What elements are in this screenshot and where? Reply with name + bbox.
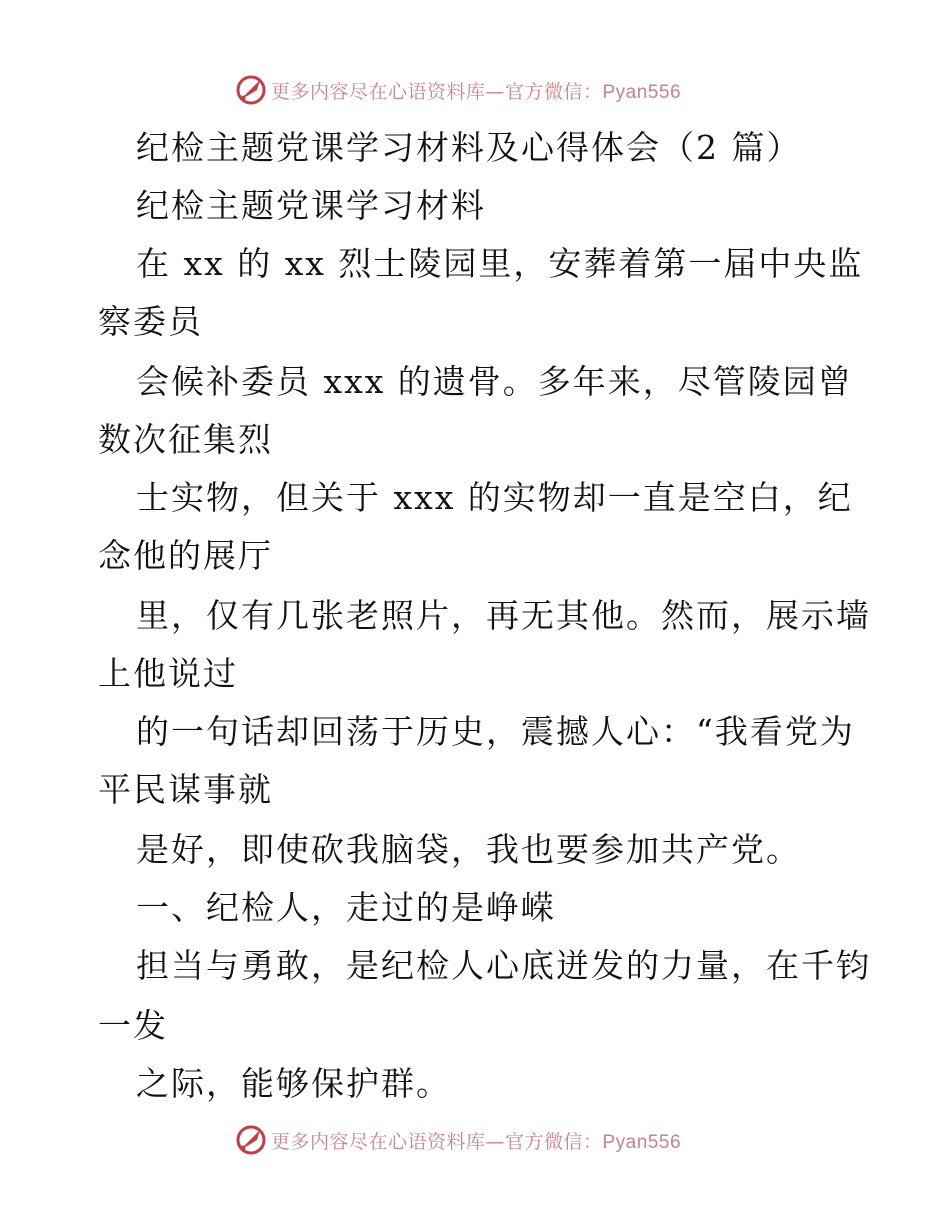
paragraph-line: 察委员 [98, 302, 203, 341]
paragraph-line: 平民谋事就 [98, 770, 273, 809]
paragraph-line: 里，仅有几张老照片，再无其他。然而，展示墙 [136, 596, 871, 635]
paragraph-line: 担当与勇敢，是纪检人心底迸发的力量，在千钧 [136, 946, 871, 985]
watermark-text: 更多内容尽在心语资料库—官方微信：Pyan556 [270, 80, 682, 103]
header-watermark [0, 70, 950, 110]
footer-watermark [0, 1120, 950, 1160]
document-title: 纪检主题党课学习材料及心得体会（2 篇） [136, 128, 802, 167]
section-heading: 纪检主题党课学习材料 [136, 186, 486, 225]
paragraph-line: 会候补委员 xxx 的遗骨。多年来，尽管陵园曾 [136, 362, 853, 401]
quill-logo-icon [233, 72, 269, 108]
paragraph-line: 念他的展厅 [98, 536, 273, 575]
paragraph-line: 之际，能够保护群。 [136, 1064, 451, 1103]
quill-logo-icon [233, 1122, 269, 1158]
paragraph-line: 是好，即使砍我脑袋，我也要参加共产党。 [136, 830, 801, 869]
paragraph-line: 一发 [98, 1006, 168, 1045]
paragraph-line: 士实物，但关于 xxx 的实物却一直是空白，纪 [136, 478, 853, 517]
paragraph-line: 在 xx 的 xx 烈士陵园里，安葬着第一届中央监 [136, 244, 864, 283]
watermark-text: 更多内容尽在心语资料库—官方微信：Pyan556 [270, 1130, 682, 1153]
paragraph-line: 数次征集烈 [98, 420, 273, 459]
paragraph-line: 的一句话却回荡于历史，震撼人心：“我看党为 [136, 712, 855, 751]
subheading: 一、纪检人，走过的是峥嵘 [136, 888, 556, 927]
paragraph-line: 上他说过 [98, 654, 238, 693]
